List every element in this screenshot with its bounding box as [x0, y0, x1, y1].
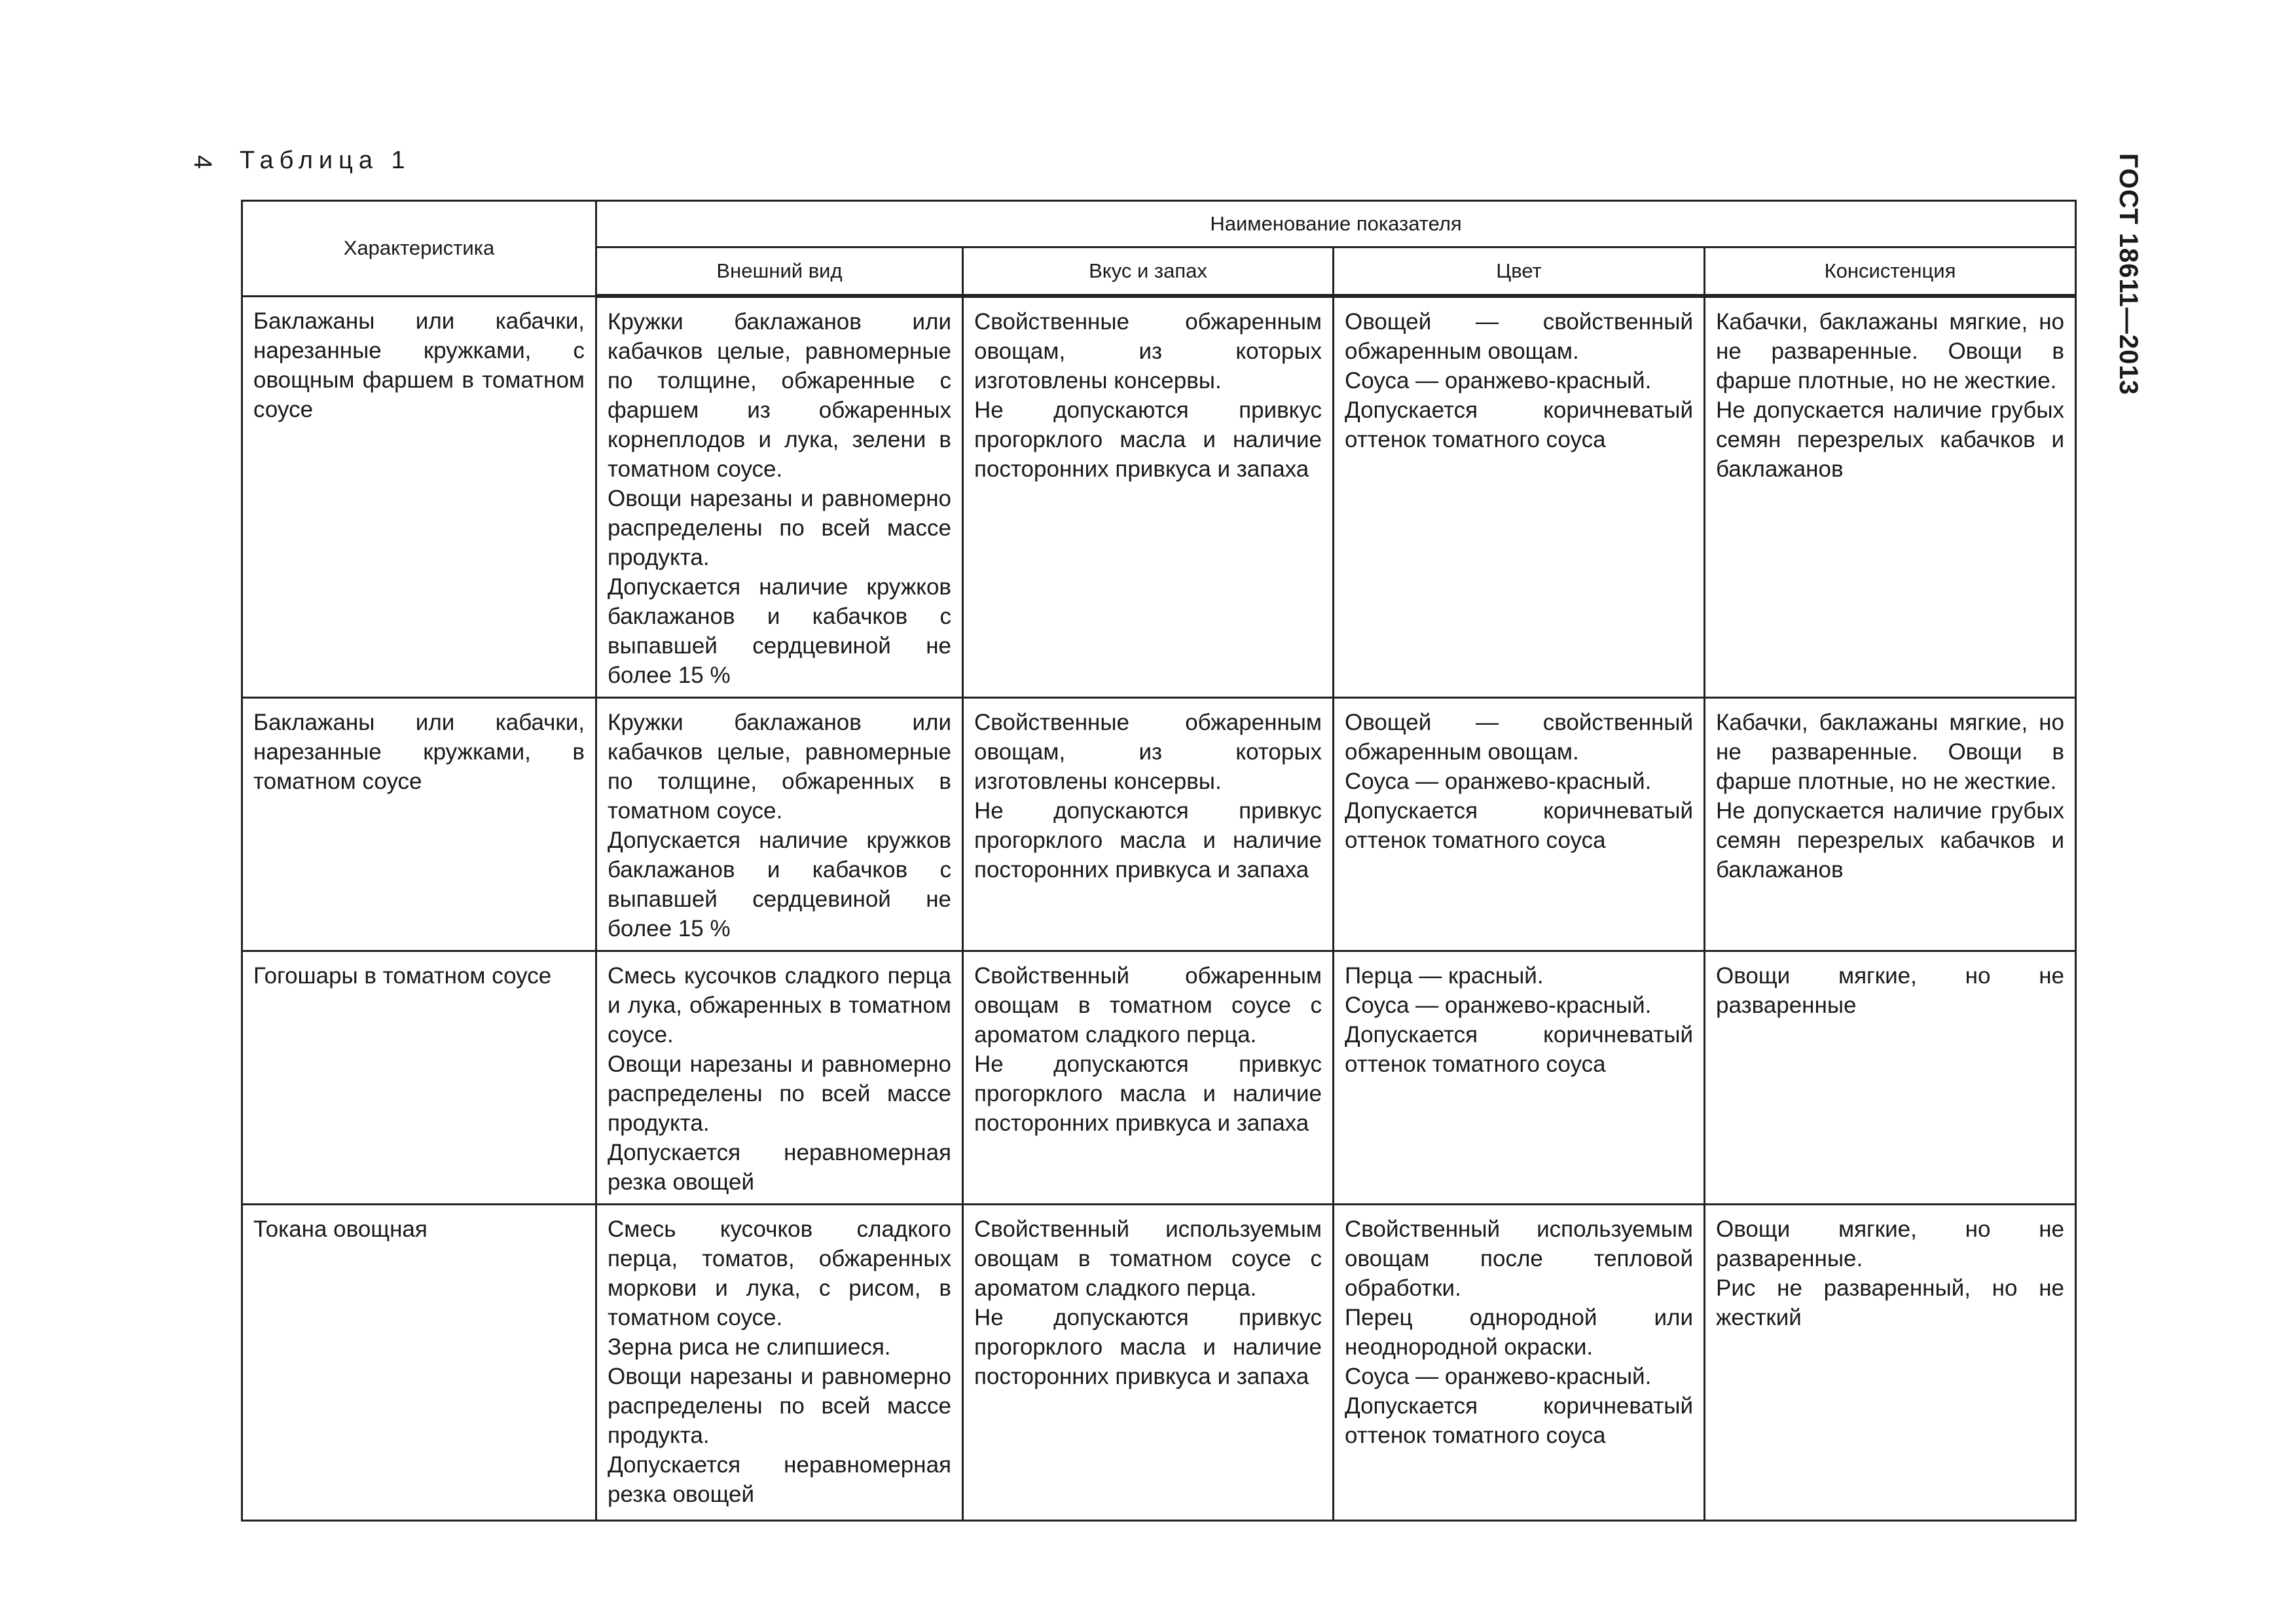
page-number: 4 — [189, 155, 217, 170]
cell-taste: Свойственные обжаренным овощам, из которых изготовлены консервы. Не допускаются привкус прогорклого масла и наличие посторонних привкуса и запаха — [963, 698, 1334, 951]
cell-color: Овощей — свойственный обжаренным овощам. Соуса — оранжево-красный. Допускается коричневатый оттенок томатного соуса — [1334, 296, 1705, 698]
cell-taste: Свойственный обжаренным овощам в томатном соусе с ароматом сладкого перца. Не допускаются привкус прогорклого масла и наличие посторонних привкуса и запаха — [963, 951, 1334, 1205]
cell-appearance: Кружки баклажанов или кабачков целые, равномерные по толщине, обжаренных в томатном соусе. Допускается наличие кружков баклажанов и кабачков с выпавшей сердцевиной не более 15 % — [596, 698, 963, 951]
cell-consistency: Кабачки, баклажаны мягкие, но не разваренные. Овощи в фарше плотные, но не жесткие. Не допускается наличие грубых семян перезрелых кабачков и баклажанов — [1705, 296, 2076, 698]
header-taste-smell: Вкус и запах — [963, 247, 1334, 297]
table-label: Таблица 1 — [240, 147, 411, 174]
table-row — [242, 296, 2076, 698]
table-row — [242, 1205, 2076, 1521]
cell-consistency: Овощи мягкие, но не разваренные. Рис не разваренный, но не жесткий — [1705, 1205, 2076, 1521]
header-consistency: Консистенция — [1705, 247, 2076, 297]
cell-taste: Свойственные обжаренным овощам, из которых изготовлены консервы. Не допускаются привкус прогорклого масла и наличие посторонних привкуса и запаха — [963, 296, 1334, 698]
cell-consistency: Овощи мягкие, но не разваренные — [1705, 951, 2076, 1205]
header-characteristic: Характеристика — [242, 201, 596, 297]
cell-characteristic: Баклажаны или кабачки, нарезанные кружками, в томатном соусе — [242, 698, 596, 951]
cell-characteristic: Гогошары в томатном соусе — [242, 951, 596, 1205]
header-appearance: Внешний вид — [596, 247, 963, 297]
cell-characteristic: Баклажаны или кабачки, нарезанные кружками, с овощным фаршем в томатном соусе — [242, 296, 596, 698]
cell-taste: Свойственный используемым овощам в томатном соусе с ароматом сладкого перца. Не допускаются привкус прогорклого масла и наличие посторонних привкуса и запаха — [963, 1205, 1334, 1521]
cell-color: Овощей — свойственный обжаренным овощам. Соуса — оранжево-красный. Допускается коричневатый оттенок томатного соуса — [1334, 698, 1705, 951]
header-indicator-name: Наименование показателя — [596, 201, 2076, 247]
cell-color: Свойственный используемым овощам после тепловой обработки. Перец однородной или неоднородной окраски. Соуса — оранжево-красный. Допускается коричневатый оттенок томатного соуса — [1334, 1205, 1705, 1521]
cell-color: Перца — красный. Соуса — оранжево-красный. Допускается коричневатый оттенок томатного соуса — [1334, 951, 1705, 1205]
cell-characteristic: Токана овощная — [242, 1205, 596, 1521]
cell-appearance: Смесь кусочков сладкого перца, томатов, обжаренных моркови и лука, с рисом, в томатном соусе. Зерна риса не слипшиеся. Овощи нарезаны и равномерно распределены по всей массе продукта. Допускается неравномерная резка овощей — [596, 1205, 963, 1521]
table-row — [242, 951, 2076, 1205]
document-code: ГОСТ 18611—2013 — [2114, 153, 2143, 395]
cell-appearance: Смесь кусочков сладкого перца и лука, обжаренных в томатном соусе. Овощи нарезаны и равномерно распределены по всей массе продукта. Допускается неравномерная резка овощей — [596, 951, 963, 1205]
table-row — [242, 698, 2076, 951]
cell-appearance: Кружки баклажанов или кабачков целые, равномерные по толщине, обжаренные с фаршем из обжаренных корнеплодов и лука, зелени в томатном соусе. Овощи нарезаны и равномерно распределены по всей массе продукта. Допускается наличие кружков баклажанов и кабачков с выпавшей сердцевиной не более 15 % — [596, 296, 963, 698]
header-color: Цвет — [1334, 247, 1705, 297]
quality-table — [241, 200, 2077, 1522]
cell-consistency: Кабачки, баклажаны мягкие, но не разваренные. Овощи в фарше плотные, но не жесткие. Не допускается наличие грубых семян перезрелых кабачков и баклажанов — [1705, 698, 2076, 951]
